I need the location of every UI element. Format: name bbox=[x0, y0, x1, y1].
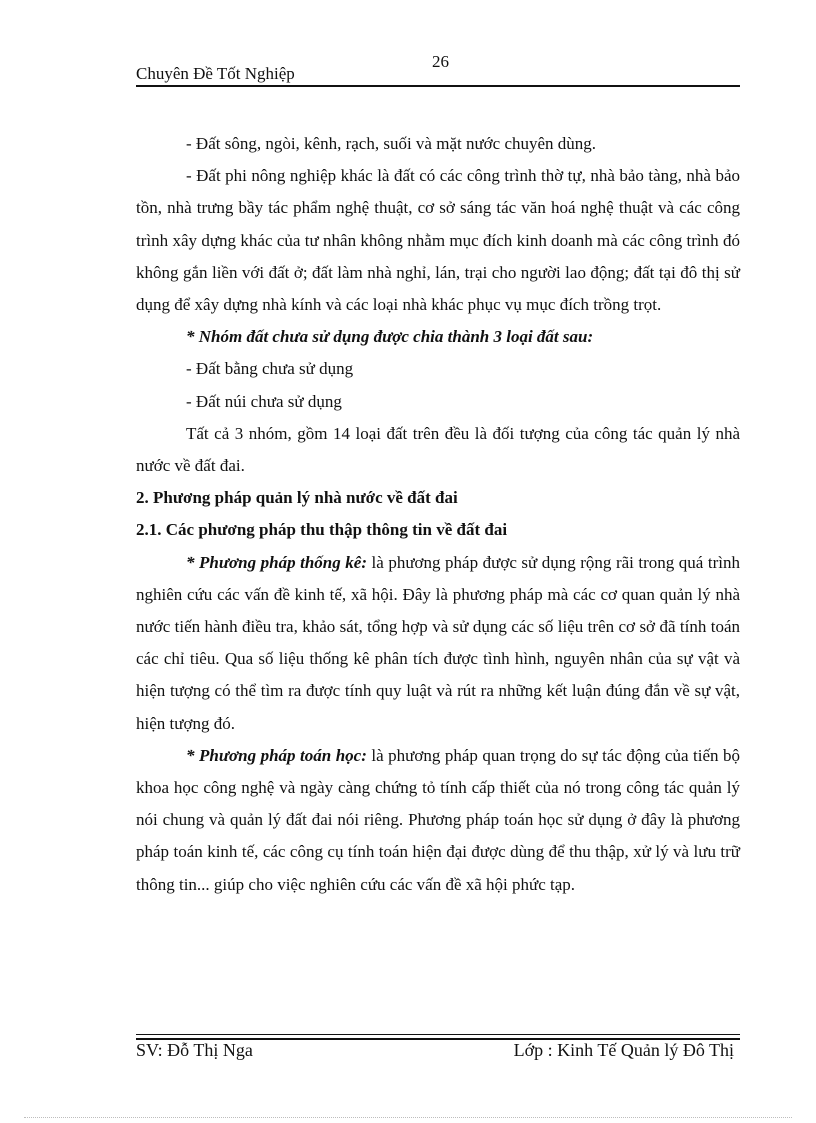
section-heading: 2. Phương pháp quản lý nhà nước về đất đai bbox=[136, 488, 458, 508]
math-method-label: * Phương pháp toán học: bbox=[186, 745, 367, 765]
paragraph-summary: Tất cả 3 nhóm, gồm 14 loại đất trên đều là đối tượng của công tác quản lý nhà nước về đất đai. bbox=[136, 423, 740, 476]
page-number: 26 bbox=[432, 52, 449, 71]
header-divider bbox=[136, 85, 740, 87]
paragraph-flat-land: - Đất bằng chưa sử dụng bbox=[186, 359, 354, 379]
footer-student: SV: Đỗ Thị Nga bbox=[136, 1040, 253, 1060]
footer-class: Lớp : Kinh Tế Quản lý Đô Thị bbox=[513, 1040, 734, 1060]
statistics-method-label: * Phương pháp thống kê: bbox=[186, 552, 367, 572]
paragraph-mountain-land: - Đất núi chưa sử dụng bbox=[186, 391, 342, 411]
paragraph-river-land: - Đất sông, ngòi, kênh, rạch, suối và mặt nước chuyên dùng. bbox=[186, 134, 597, 153]
subsection-heading: 2.1. Các phương pháp thu thập thông tin về đất đai bbox=[136, 520, 508, 540]
statistics-method-text: là phương pháp được sử dụng rộng rãi trong quá trình nghiên cứu các vấn đề kinh tế, xã hội. Đây là phương pháp mà các cơ quan quản lý nhà nước tiến hành điều tra, khảo sát, tổng hợp và sử dụng các số liệu trên cơ sở đã tính toán các chỉ tiêu. Qua số liệu thống kê phân tích được tình hình, nguyên nhân của sự vật và hiện tượng có thể tìm ra được tính quy luật và rút ra những kết luận đúng đắn về sự vật, hiện tượng đó. bbox=[136, 552, 740, 733]
paragraph-math-method bbox=[136, 740, 740, 901]
subheading-unused-land: * Nhóm đất chưa sử dụng được chia thành 3 loại đất sau: bbox=[186, 327, 594, 347]
paragraph-other-land: - Đất phi nông nghiệp khác là đất có các công trình thờ tự, nhà bảo tàng, nhà bảo tồn, nhà trưng bầy tác phẩm nghệ thuật, cơ sở sáng tác văn hoá nghệ thuật và các công trình xây dựng khác của tư nhân không nhằm mục đích kinh doanh mà các công trình đó không gắn liền với đất ở; đất làm nhà nghỉ, lán, trại cho người lao động; đất tại đô thị sử dụng để xây dựng nhà kính và các loại nhà khác phục vụ mục đích trồng trọt. bbox=[136, 166, 740, 315]
paragraph-statistics-method bbox=[136, 547, 740, 740]
document-body bbox=[136, 128, 740, 901]
math-method-text: là phương pháp quan trọng do sự tác động của tiến bộ khoa học công nghệ và ngày càng chứng tỏ tính cấp thiết của nó trong công tác quản lý nói chung và quản lý đất đai nói riêng. Phương pháp toán học sử dụng ở đây là phương pháp toán kinh tế, các công cụ tính toán hiện đại được dùng để thu thập, xử lý và lưu trữ thông tin... giúp cho việc nghiên cứu các vấn đề xã hội phức tạp. bbox=[136, 745, 740, 894]
page-bottom-dotted-line bbox=[24, 1117, 792, 1118]
header-title: Chuyên Đề Tốt Nghiệp bbox=[136, 64, 295, 83]
